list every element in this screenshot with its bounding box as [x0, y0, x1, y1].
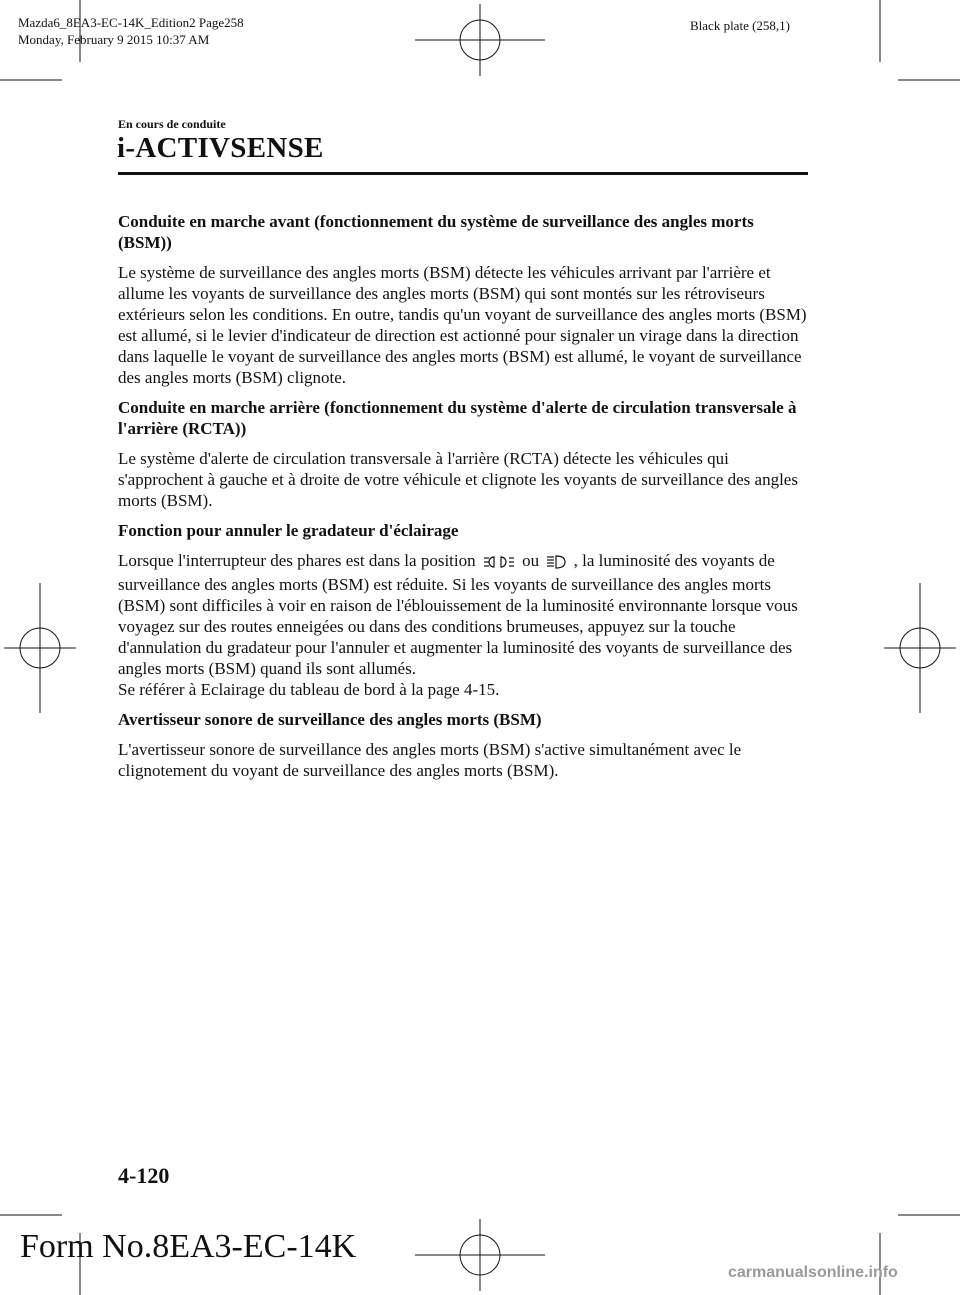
dimmer-text-after: , la luminosité des voyants de surveillance des angles morts (BSM) est réduite. Si les voyants de surveillance des angles morts (BSM) sont difficiles à voir en raison de l'éblouissement de la luminosité environnante lorsque vous voyagez sur des routes enneigées ou dans des conditions brumeuses, appuyez sur la touche d'annulation du gradateur pour l'annuler et augmenter la luminosité des voyants de surveillance des angles morts (BSM) quand ils sont allumés. — [118, 551, 798, 678]
heading-dimmer-cancel: Fonction pour annuler le gradateur d'éclairage — [118, 521, 459, 540]
parking-lights-icon — [483, 553, 515, 574]
print-header — [18, 14, 244, 48]
paragraph-dimmer-cancel — [118, 550, 808, 700]
headlights-icon — [546, 553, 566, 574]
dimmer-text-or: ou — [522, 551, 540, 570]
print-date: Monday, February 9 2015 10:37 AM — [18, 32, 210, 47]
header-rule — [118, 172, 808, 175]
paragraph-bsm-beep: L'avertisseur sonore de surveillance des angles morts (BSM) s'active simultanément avec le clignotement du voyant de surveillance des angles morts (BSM). — [118, 740, 742, 780]
dimmer-text-before: Lorsque l'interrupteur des phares est dans la position — [118, 551, 476, 570]
plate-label: Black plate (258,1) — [690, 18, 790, 33]
page-number: 4-120 — [118, 1163, 170, 1188]
watermark: carmanualsonline.info — [728, 1264, 898, 1281]
heading-bsm-beep: Avertisseur sonore de surveillance des angles morts (BSM) — [118, 710, 542, 729]
heading-reverse-driving: Conduite en marche arrière (fonctionnement du système d'alerte de circulation transversale à l'arrière (RCTA)) — [118, 398, 797, 438]
paragraph-forward-driving: Le système de surveillance des angles morts (BSM) détecte les véhicules arrivant par l'arrière et allume les voyants de surveillance des angles morts (BSM) qui sont montés sur les rétroviseurs extérieurs selon les conditions. En outre, tandis qu'un voyant de surveillance des angles morts (BSM) est allumé, si le levier d'indicateur de direction est actionné pour signaler un virage dans la direction dans laquelle le voyant de surveillance des angles morts (BSM) est allumé, le voyant de surveillance des angles morts (BSM) clignote. — [118, 263, 807, 387]
form-number: Form No.8EA3-EC-14K — [20, 1228, 357, 1265]
dimmer-page-reference: Se référer à Eclairage du tableau de bord à la page 4-15. — [118, 680, 500, 699]
section-label: En cours de conduite — [118, 117, 226, 131]
page-content — [118, 211, 808, 790]
doc-id: Mazda6_8EA3-EC-14K_Edition2 Page258 — [18, 15, 244, 30]
chapter-title: i-ACTIVSENSE — [117, 132, 324, 164]
heading-forward-driving: Conduite en marche avant (fonctionnement du système de surveillance des angles morts (BSM)) — [118, 212, 754, 252]
paragraph-reverse-driving: Le système d'alerte de circulation transversale à l'arrière (RCTA) détecte les véhicules qui s'approchent à gauche et à droite de votre véhicule et clignote les voyants de surveillance des angles morts (BSM). — [118, 449, 798, 510]
